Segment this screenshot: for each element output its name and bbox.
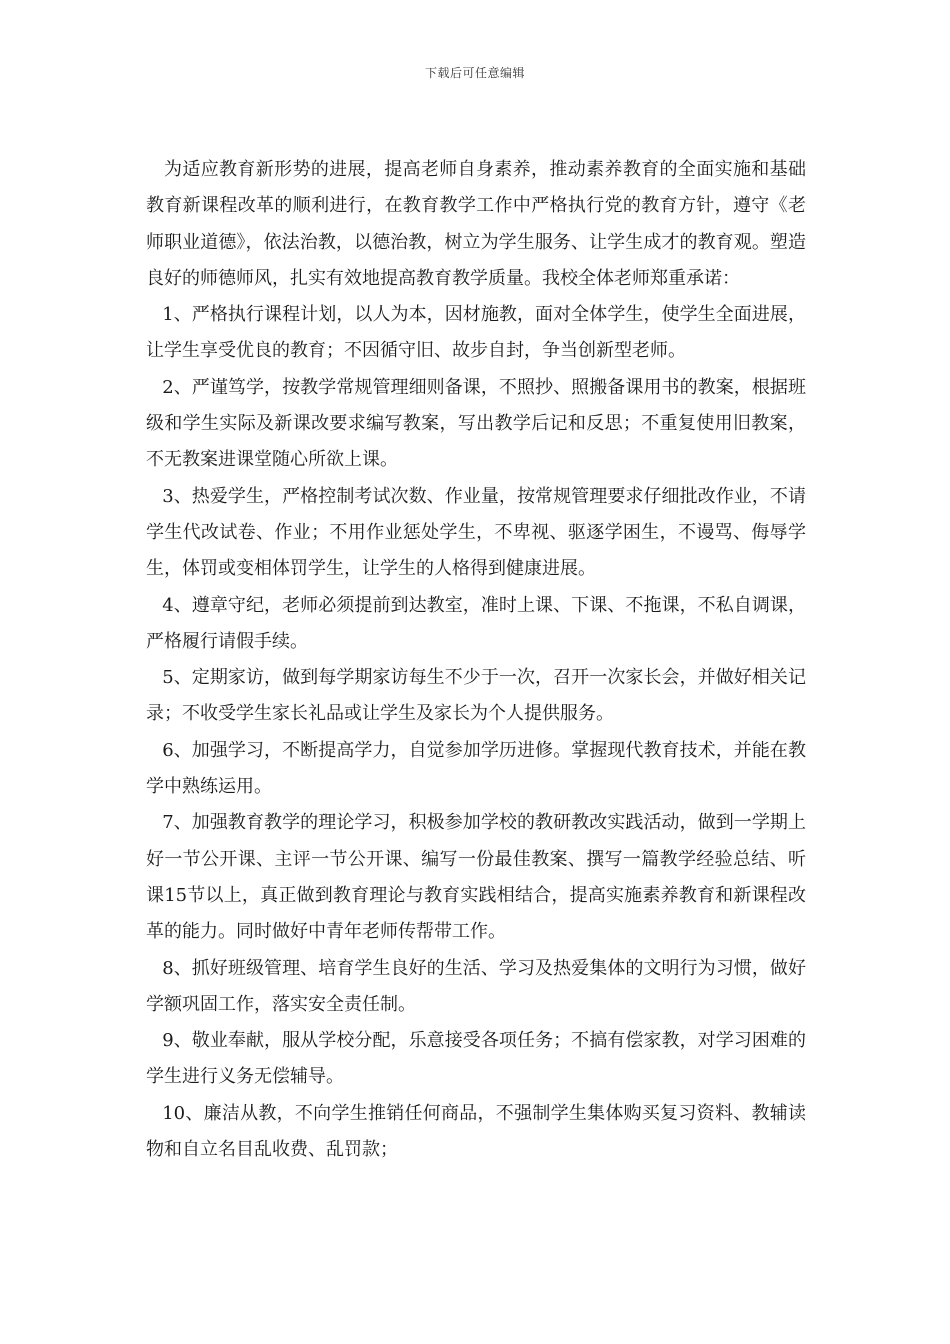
commitment-item-8: 8、抓好班级管理、培育学生良好的生活、学习及热爱集体的文明行为习惯，做好学额巩固工作，落实安全责任制。: [146, 957, 806, 1015]
commitment-item-10: 10、廉洁从教，不向学生推销任何商品，不强制学生集体购买复习资料、教辅读物和自立名目乱收费、乱罚款；: [146, 1102, 806, 1161]
commitment-item-1: 1、严格执行课程计划，以人为本，因材施教，面对全体学生，使学生全面进展，让学生享受优良的教育；不因循守旧、故步自封，争当创新型老师。: [146, 304, 806, 362]
commitment-item-4: 4、遵章守纪，老师必须提前到达教室，准时上课、下课、不拖课，不私自调课，严格履行请假手续。: [146, 594, 806, 652]
commitment-item-9: 9、敬业奉献，服从学校分配，乐意接受各项任务；不搞有偿家教，对学习困难的学生进行义务无偿辅导。: [146, 1030, 806, 1088]
commitment-item-3: 3、热爱学生，严格控制考试次数、作业量，按常规管理要求仔细批改作业，不请学生代改试卷、作业；不用作业惩处学生，不卑视、驱逐学困生，不谩骂、侮辱学生，体罚或变相体罚学生，让学生的人格得到健康进展。: [146, 485, 806, 580]
commitment-item-2: 2、严谨笃学，按教学常规管理细则备课，不照抄、照搬备课用书的教案，根据班级和学生实际及新课改要求编写教案，写出教学后记和反思；不重复使用旧教案，不无教案进课堂随心所欲上课。: [146, 376, 806, 471]
page-header: 下载后可任意编辑: [424, 66, 525, 80]
commitment-item-6: 6、加强学习，不断提高学力，自觉参加学历进修。掌握现代教育技术，并能在教学中熟练运用。: [146, 739, 806, 798]
commitment-item-7: 7、加强教育教学的理论学习，积极参加学校的教研教改实践活动，做到一学期上好一节公开课、主评一节公开课、编写一份最佳教案、撰写一篇教学经验总结、听课15节以上，真正做到教育理论与教育实践相结合，提高实施素养教育和新课程改革的能力。同时做好中青年老师传帮带工作。: [146, 812, 806, 943]
commitment-item-5: 5、定期家访，做到每学期家访每生不少于一次，召开一次家长会，并做好相关记录；不收受学生家长礼品或让学生及家长为个人提供服务。: [146, 667, 806, 725]
document-body: [146, 152, 806, 1168]
intro-paragraph: 为适应教育新形势的进展，提高老师自身素养，推动素养教育的全面实施和基础教育新课程改革的顺利进行，在教育教学工作中严格执行党的教育方针，遵守《老师职业道德》，依法治教，以德治教，树立为学生服务、让学生成才的教育观。塑造良好的师德师风，扎实有效地提高教育教学质量。我校全体老师郑重承诺：: [146, 159, 806, 289]
